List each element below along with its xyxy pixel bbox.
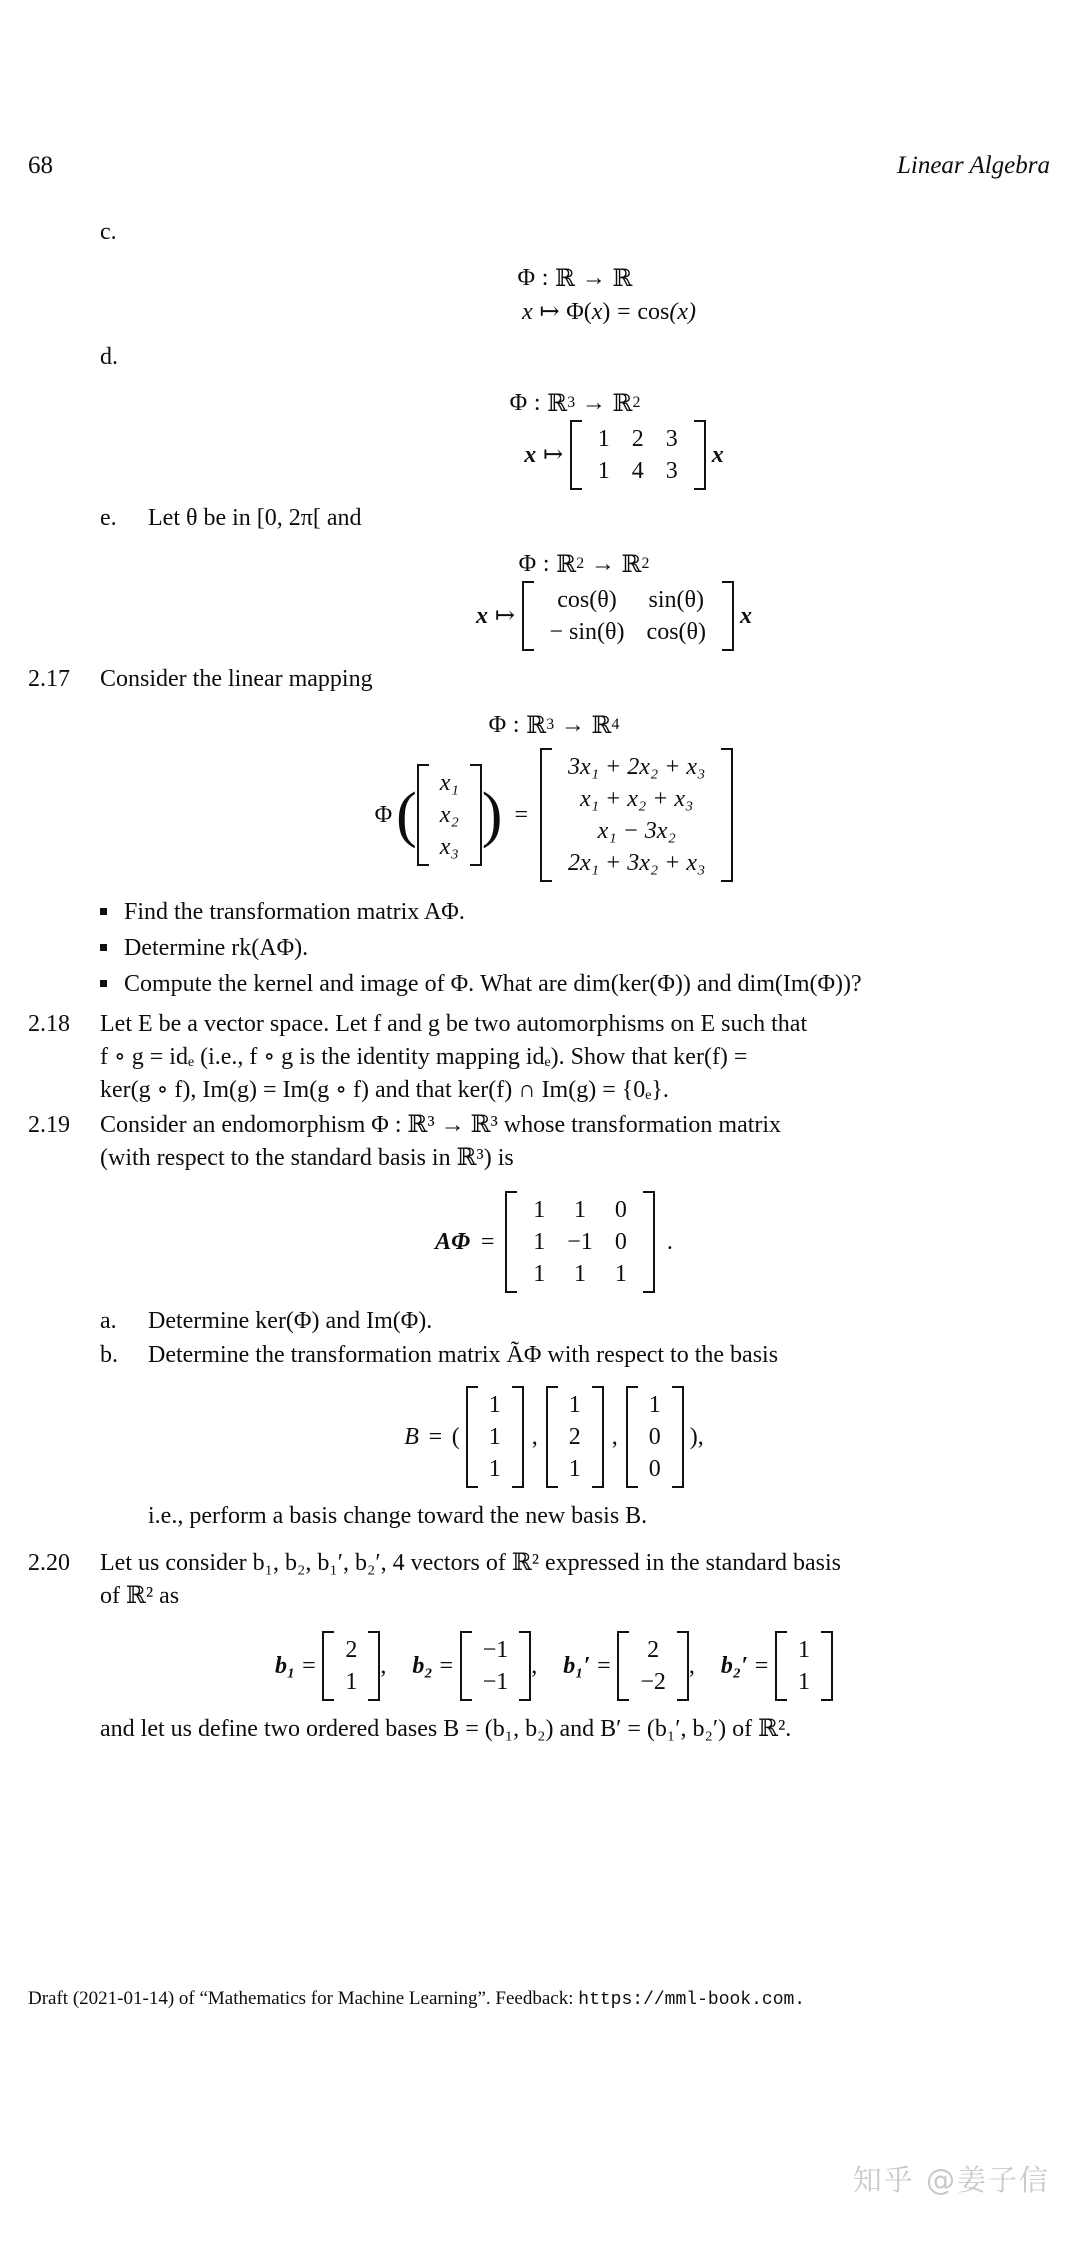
vector-cell: −2	[640, 1669, 666, 1695]
equals-217: =	[514, 802, 528, 828]
vector-cell: 1	[798, 1669, 811, 1695]
vector-b2-prime	[775, 1631, 833, 1701]
codomain-d: ℝ	[612, 389, 633, 417]
item-e-label: e.	[100, 505, 117, 531]
basis-vector-3	[626, 1386, 684, 1488]
vector-cell: −1	[482, 1637, 509, 1663]
matrix-cell: 3	[665, 426, 678, 452]
vector-cell: 1	[345, 1669, 358, 1695]
vector-sep-2: ,	[531, 1653, 538, 1679]
vec-x-d: x	[524, 442, 537, 468]
input-vector-217	[417, 764, 482, 866]
equals-219: =	[480, 1229, 495, 1255]
mapsto-icon-d: ↦	[542, 442, 564, 468]
matrix-cell: 4	[631, 458, 644, 484]
vector-cell: 0	[648, 1424, 661, 1450]
exercise-number: 2.19	[28, 1112, 70, 1138]
vector-cell: x₃	[439, 834, 459, 860]
exercise-2-20	[28, 1547, 1050, 1613]
matrix-cell: 1	[597, 458, 610, 484]
exercise-2-18	[28, 1008, 1050, 1107]
paren-close-217: )	[481, 780, 503, 849]
vector-cell: 2x₁ + 3x₂ + x₃	[568, 850, 706, 876]
vector-equals-b1-prime: =	[597, 1653, 611, 1679]
codomain-exp-d: 2	[632, 394, 641, 411]
page-body	[28, 215, 1050, 1746]
vector-b2	[460, 1631, 532, 1701]
exercise-2-19-item-a	[28, 1305, 1050, 1338]
domain-e: ℝ	[556, 550, 577, 578]
codomain-e: ℝ	[621, 550, 642, 578]
vector-name-b1-prime: b₁′	[563, 1653, 591, 1679]
phi-symbol-d: Φ	[509, 390, 528, 416]
colon-c: :	[541, 265, 549, 291]
exercise-number: 2.17	[28, 666, 70, 692]
colon-217: :	[512, 712, 520, 738]
bullet-text: Find the transformation matrix AΦ.	[124, 899, 465, 925]
item-e-text: Let θ be in [0, 2π[ and	[148, 505, 362, 531]
vector-cell: 1	[488, 1392, 501, 1418]
item-b-label: b.	[100, 1342, 118, 1368]
exercise-line-1: Let E be a vector space. Let f and g be two automorphisms on E such that	[100, 1011, 808, 1037]
basis-vector-2	[546, 1386, 604, 1488]
item-b-text: Determine the transformation matrix ÃΦ with respect to the basis	[148, 1342, 779, 1368]
matrix-cell: − sin(θ)	[549, 619, 625, 645]
item-a-text: Determine ker(Φ) and Im(Φ).	[148, 1308, 433, 1334]
paren-open-217: (	[396, 780, 417, 849]
matrix-e	[522, 581, 735, 651]
phi-symbol-217: Φ	[488, 712, 507, 738]
matrix-cell: 1	[533, 1229, 546, 1255]
vector-cell: 1	[488, 1456, 501, 1482]
phi-fn-c: Φ	[566, 299, 584, 325]
domain-d: ℝ	[547, 389, 568, 417]
vector-cell: 2	[647, 1637, 660, 1663]
paren-open-c: (	[583, 299, 592, 325]
page-footer	[28, 1988, 805, 2010]
matrix-cell: 1	[533, 1261, 546, 1287]
exercise-line-1: Consider an endomorphism Φ : ℝ³ → ℝ³ whose transformation matrix	[100, 1112, 782, 1138]
vector-cell: x₁	[439, 770, 459, 796]
matrix-cell: 1	[574, 1261, 587, 1287]
exercise-number: 2.18	[28, 1011, 70, 1037]
vector-name-b2-prime: b₂′	[720, 1653, 749, 1679]
output-vector-217	[540, 748, 733, 882]
list-item	[28, 894, 1050, 930]
phi-symbol-e: Φ	[518, 551, 537, 577]
domain-exp-d: 3	[567, 394, 576, 411]
basis-paren-close: )	[689, 1424, 698, 1450]
watermark: 知乎 @姜子信	[852, 2163, 1050, 2197]
phi-fn-217: Φ	[374, 802, 393, 828]
exercise-2-17	[28, 663, 1050, 696]
equation-2-20-vectors	[28, 1631, 1050, 1701]
mapsto-icon-c: ↦	[539, 299, 560, 325]
matrix-cell: 1	[574, 1197, 587, 1223]
exercise-2-19	[28, 1109, 1050, 1175]
bullet-square-icon	[100, 930, 124, 966]
matrix-cell: 0	[614, 1197, 627, 1223]
exercise-text	[100, 1109, 1050, 1175]
exercise-2-19-closing: i.e., perform a basis change toward the new basis B.	[148, 1503, 648, 1529]
vector-equals-b1: =	[302, 1653, 316, 1679]
matrix-cell: 1	[597, 426, 610, 452]
equals-c: =	[617, 299, 631, 325]
vector-cell: 1	[568, 1456, 581, 1482]
vector-b1-prime	[617, 1631, 689, 1701]
arrow-d: →	[581, 390, 606, 416]
phi-symbol-c: Φ	[517, 265, 536, 291]
vec-x-e: x	[475, 603, 488, 629]
vector-cell: 1	[648, 1392, 661, 1418]
vector-cell: 2	[568, 1424, 581, 1450]
bullet-text: Compute the kernel and image of Φ. What are dim(ker(Φ)) and dim(Im(Φ))?	[124, 971, 862, 997]
list-item	[28, 966, 1050, 1002]
basis-trailing-comma: ,	[697, 1424, 704, 1450]
exercise-line-1: Let us consider b₁, b₂, b₁′, b₂′, 4 vectors of ℝ² expressed in the standard basis	[100, 1550, 841, 1576]
exercise-number: 2.20	[28, 1550, 70, 1576]
colon-d: :	[533, 390, 541, 416]
codomain-217: ℝ	[591, 711, 612, 739]
exercise-line-2: (with respect to the standard basis in ℝ³) is	[100, 1145, 514, 1171]
list-item-c	[28, 216, 1050, 249]
codomain-exp-217: 4	[611, 716, 620, 733]
exercise-text	[100, 1547, 1050, 1613]
footer-text: Draft (2021-01-14) of “Mathematics for Machine Learning”. Feedback:	[28, 1988, 579, 2009]
vector-cell: x₁ − 3x₂	[597, 818, 676, 844]
vector-sep-1: ,	[380, 1653, 387, 1679]
vector-cell: 3x₁ + 2x₂ + x₃	[568, 754, 706, 780]
item-a-label: a.	[100, 1308, 117, 1334]
vector-cell: 0	[648, 1456, 661, 1482]
mapsto-icon-e: ↦	[494, 603, 515, 629]
matrix-cell: cos(θ)	[557, 587, 617, 613]
basis-label: B	[404, 1424, 419, 1450]
matrix-cell: 0	[614, 1229, 627, 1255]
basis-paren-open: (	[451, 1424, 460, 1450]
list-item	[28, 930, 1050, 966]
vector-b1	[322, 1631, 380, 1701]
matrix-cell: 2	[631, 426, 644, 452]
equation-c	[28, 261, 1050, 329]
vector-cell: 2	[345, 1637, 358, 1663]
vec-x-suffix-e: x	[740, 603, 753, 629]
list-item-e	[28, 502, 1050, 535]
matrix-cell: sin(θ)	[648, 587, 705, 613]
matrix-label-219: AΦ	[435, 1229, 471, 1255]
exercise-line-2: f ∘ g = idₑ (i.e., f ∘ g is the identity mapping idₑ). Show that ker(f) =	[100, 1044, 748, 1070]
var-x-c: x	[521, 299, 533, 325]
exercise-text	[100, 1008, 1050, 1107]
equation-e	[28, 547, 1050, 651]
basis-vector-1	[466, 1386, 524, 1488]
arg-x-c: x	[591, 299, 603, 325]
matrix-cell: 3	[665, 458, 678, 484]
item-d-label: d.	[100, 344, 118, 370]
matrix-cell: 1	[533, 1197, 546, 1223]
bullet-text: Determine rk(AΦ).	[124, 935, 309, 961]
item-c-label: c.	[100, 219, 117, 245]
paren-close-c: )	[602, 299, 611, 325]
page-number: 68	[28, 152, 53, 179]
domain-exp-e: 2	[576, 555, 585, 572]
exercise-line-3: ker(g ∘ f), Im(g) = Im(g ∘ f) and that ker(f) ∩ Im(g) = {0ₑ}.	[100, 1077, 669, 1103]
exercise-2-19-item-b	[28, 1339, 1050, 1372]
matrix-219	[505, 1191, 655, 1293]
vec-x-suffix-d: x	[711, 442, 724, 468]
basis-comma-2: ,	[611, 1424, 618, 1450]
vector-equals-b2-prime: =	[754, 1653, 769, 1679]
vector-cell: x₂	[439, 802, 459, 828]
vector-cell: 1	[568, 1392, 581, 1418]
equation-2-19-basis	[28, 1386, 1050, 1488]
arrow-217: →	[560, 712, 585, 738]
arrow-c: →	[581, 265, 606, 291]
colon-e: :	[542, 551, 550, 577]
list-item-d	[28, 341, 1050, 374]
vector-equals-b2: =	[439, 1653, 453, 1679]
cos-fn-c: cos	[637, 299, 670, 325]
domain-217: ℝ	[526, 711, 547, 739]
running-title: Linear Algebra	[896, 152, 1050, 179]
vector-cell: x₁ + x₂ + x₃	[580, 786, 694, 812]
bullet-square-icon	[100, 966, 124, 1002]
matrix-d	[570, 420, 706, 490]
vector-cell: −1	[482, 1669, 509, 1695]
vector-name-b2: b₂	[412, 1653, 433, 1679]
exercise-2-20-closing: and let us define two ordered bases B = (b₁, b₂) and B′ = (b₁′, b₂′) of ℝ².	[100, 1716, 792, 1742]
exercise-text: Consider the linear mapping	[100, 666, 373, 692]
matrix-cell: −1	[567, 1229, 593, 1255]
basis-comma-1: ,	[531, 1424, 538, 1450]
arrow-e: →	[590, 551, 615, 577]
equation-d	[28, 386, 1050, 490]
vector-cell: 1	[488, 1424, 501, 1450]
codomain-c: ℝ	[612, 264, 633, 292]
period-219: .	[666, 1229, 673, 1255]
domain-c: ℝ	[555, 264, 576, 292]
cos-arg-c: (x)	[669, 299, 697, 325]
footer-url[interactable]: https://mml-book.com.	[578, 1990, 806, 2010]
codomain-exp-e: 2	[641, 555, 650, 572]
bullet-square-icon	[100, 894, 124, 930]
exercise-line-2: of ℝ² as	[100, 1583, 180, 1609]
matrix-cell: cos(θ)	[646, 619, 707, 645]
vector-name-b1: b₁	[274, 1653, 296, 1679]
equation-2-17-map	[28, 708, 1050, 882]
equation-2-19-matrix	[28, 1191, 1050, 1293]
basis-equals: =	[428, 1424, 443, 1450]
page-header	[0, 152, 1080, 192]
exercise-2-17-bullets	[28, 894, 1050, 1002]
vector-sep-3: ,	[688, 1653, 695, 1679]
vector-cell: 1	[798, 1637, 811, 1663]
matrix-cell: 1	[614, 1261, 627, 1287]
domain-exp-217: 3	[546, 716, 555, 733]
